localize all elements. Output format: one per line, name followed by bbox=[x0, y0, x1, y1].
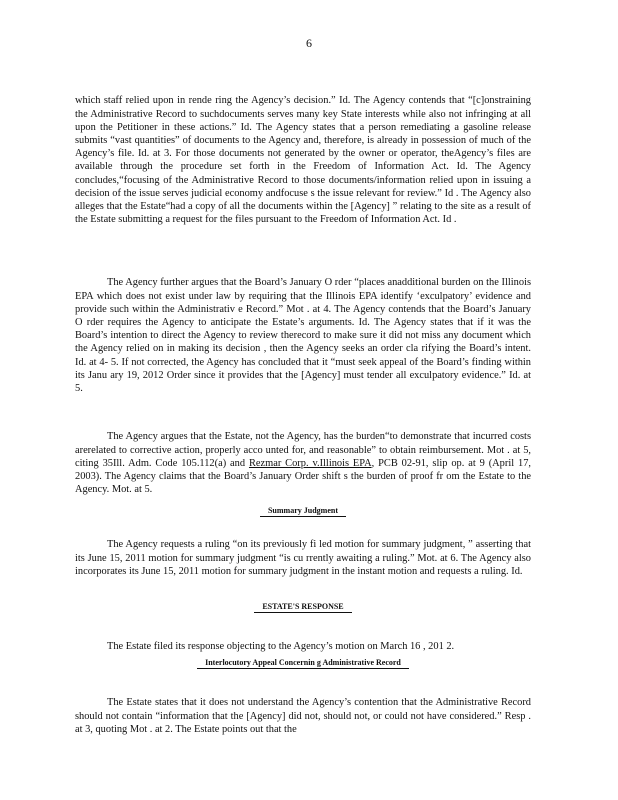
paragraph-estate-filed-response: The Estate filed its response objecting to the Agency’s motion on March 16 , 201 2. bbox=[107, 641, 455, 653]
burden-text-end: , PCB 02-91, slip op. at 9 (April 17, 2003). The Agency claims that the Board’s January Order shift s the burden of proof fr om the Estate to the Agency. Mot. at 5. bbox=[75, 457, 531, 496]
paragraph-burden-of-proof bbox=[75, 430, 531, 496]
paragraph-agency-further-argues: The Agency further argues that the Board’s January O rder “places anadditional burden on the Illinois EPA which does not exist under law by requiring that the Illinois EPA identify ‘exculpatory’ evidence and provide such within the Administrativ e Record.” Mot . at 4. The Agency contends that the Board’s January O rder requires the Agency to anticipate the Estate’s arguments. Id. The Agency states that if it was the Board’s intention to direct the Agency to review therecord to make sure it did not miss any document which the Agency relied on in making its decision , then the Agency seeks an order cla rifying the Board’s intent. Id. at 4- 5. If not corrected, the Agency has concluded that it “must seek appeal of the Board’s finding within its Janu ary 19, 2012 Order since it provides that the [Agency] must tender all exculpatory evidence.” Id. at 5. bbox=[75, 277, 531, 395]
paragraph-agency-admin-record: which staff relied upon in rende ring the Agency’s decision.” Id. The Agency contends that “[c]onstraining the Administrative Record to suchdocuments serves many key State interests while also not infringing at all upon the Petitioner in these actions.” Id. The Agency states that a person remediating a gasoline release submits “vast quantities” of documents to the Agency and, therefore, is already in possession of much of the Agency’s file. Id. at 3. For those documents not generated by the owner or operator, theAgency’s files are available through the procedure set forth in the Freedom of Information Act. Id. The Agency concludes,“focusing of the Administrative Record to those documents/information relied upon in issuing a decision of the issue serves judicial economy andfocuse s the issue relevant for review.” Id . The Agency also alleges that the Estate“had a copy of all the documents within the [Agency] ” relating to the site as a result of the Estate submitting a request for the files pursuant to the Freedom of Information Act. Id . bbox=[75, 95, 531, 226]
case-citation-rezmar: Rezmar Corp. v.Illinois EPA bbox=[248, 457, 372, 469]
heading-interlocutory-appeal: Interlocutory Appeal Concernin g Administrative Record bbox=[75, 658, 531, 667]
burden-text-start: The Agency argues that the Estate, not the Agency, has the burden“to demonstrate that incurred costs arerelated to corrective action, properly acco unted for, and reasonable” to obtain reimbursement. Mot . at 5, citing 35Ill. Adm. Code 105.112(a) and bbox=[75, 431, 531, 469]
heading-estates-response: ESTATE'S RESPONSE bbox=[75, 602, 531, 611]
paragraph-estate-states: The Estate states that it does not understand the Agency’s contention that the Administrative Record should not contain “information that the [Agency] did not, should not, or could not have considered.” Resp . at 3, quoting Mot . at 2. The Estate points out that the bbox=[75, 697, 531, 735]
heading-summary-judgment: Summary Judgment bbox=[75, 506, 531, 515]
paragraph-summary-judgment-request: The Agency requests a ruling “on its previously fi led motion for summary judgment, ” asserting that its June 15, 2011 motion for summary judgment “is cu rrently awaiting a ruling.” Mot. at 6. The Agency also incorporates its June 15, 2011 motion for summary judgment in the instant motion and requests a ruling. Id. bbox=[75, 539, 531, 577]
page-number: 6 bbox=[306, 36, 312, 50]
